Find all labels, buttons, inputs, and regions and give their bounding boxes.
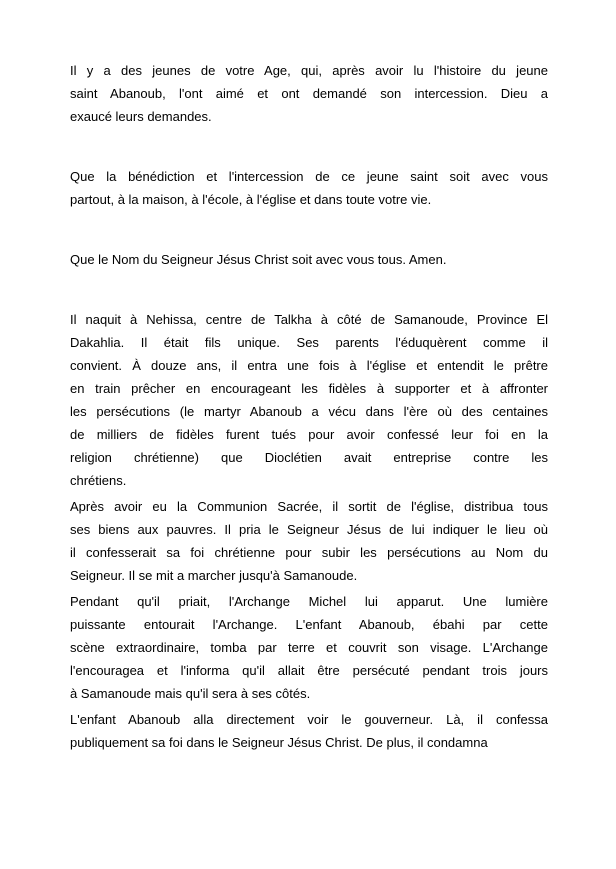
text-line: ses biens aux pauvres. Il pria le Seigneur Jésus de lui indiquer le lieu où (70, 522, 548, 537)
paragraph (70, 590, 548, 705)
text-line: de milliers de fidèles furent tués pour avoir confessé leur foi en la (70, 427, 548, 442)
text-line: puissante entourait l'Archange. L'enfant Abanoub, ébahi par cette (70, 617, 548, 632)
paragraph (70, 59, 548, 128)
text-line: saint Abanoub, l'ont aimé et ont demandé son intercession. Dieu a (70, 86, 548, 101)
text-line: Que le Nom du Seigneur Jésus Christ soit avec vous tous. Amen. (70, 252, 447, 267)
text-line: Pendant qu'il priait, l'Archange Michel lui apparut. Une lumière (70, 594, 548, 609)
text-line: l'encouragea et l'informa qu'il allait être persécuté pendant trois jours (70, 663, 548, 678)
paragraph (70, 708, 548, 754)
text-line: partout, à la maison, à l'école, à l'église et dans toute votre vie. (70, 192, 432, 207)
text-line: Après avoir eu la Communion Sacrée, il sortit de l'église, distribua tous (70, 499, 548, 514)
text-line: Dakahlia. Il était fils unique. Ses parents l'éduquèrent comme il (70, 335, 548, 350)
paragraph (70, 495, 548, 587)
text-line: Seigneur. Il se mit a marcher jusqu'à Samanoude. (70, 568, 358, 583)
text-line: Il y a des jeunes de votre Age, qui, après avoir lu l'histoire du jeune (70, 63, 548, 78)
text-line: scène extraordinaire, tomba par terre et couvrit son visage. L'Archange (70, 640, 548, 655)
paragraph (70, 248, 548, 271)
text-line: religion chrétienne) que Dioclétien avait entreprise contre les (70, 450, 548, 465)
text-line: à Samanoude mais qu'il sera à ses côtés. (70, 686, 311, 701)
text-line: Il naquit à Nehissa, centre de Talkha à côté de Samanoude, Province El (70, 312, 548, 327)
text-line: chrétiens. (70, 473, 127, 488)
text-line: en train prêcher en encourageant les fidèles à supporter et à affronter (70, 381, 548, 396)
text-line: L'enfant Abanoub alla directement voir le gouverneur. Là, il confessa (70, 712, 548, 727)
text-line: convient. À douze ans, il entra une fois à l'église et entendit le prêtre (70, 358, 548, 373)
text-line: les persécutions (le martyr Abanoub a vécu dans l'ère où des centaines (70, 404, 548, 419)
paragraph (70, 308, 548, 492)
text-line: publiquement sa foi dans le Seigneur Jésus Christ. De plus, il condamna (70, 735, 488, 750)
text-line: Que la bénédiction et l'intercession de ce jeune saint soit avec vous (70, 169, 548, 184)
paragraph (70, 165, 548, 211)
text-line: exaucé leurs demandes. (70, 109, 212, 124)
text-line: il confesserait sa foi chrétienne pour subir les persécutions au Nom du (70, 545, 548, 560)
